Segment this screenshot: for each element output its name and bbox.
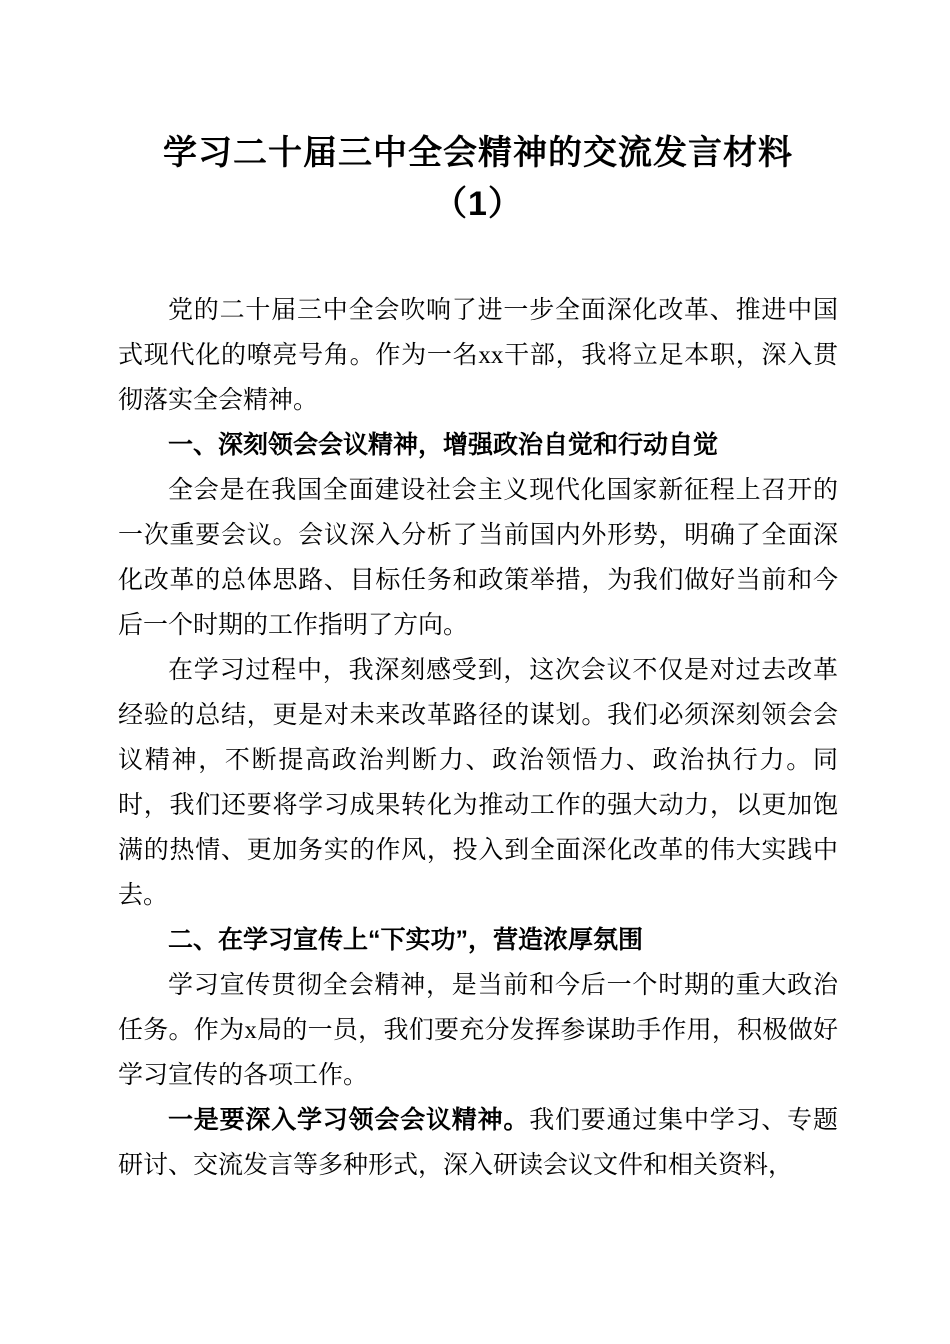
paragraph: 在学习过程中，我深刻感受到，这次会议不仅是对过去改革经验的总结，更是对未来改革路径的谋划。我们必须深刻领会会议精神，不断提高政治判断力、政治领悟力、政治执行力。同时，我们还要将学习成果转化为推动工作的强大动力，以更加饱满的热情、更加务实的作风，投入到全面深化改革的伟大实践中去。 <box>118 657 838 909</box>
paragraph-text: 我们要通过集中学习、专题研讨、交流发言等多种形式，深入研读会议文件和相关资料， <box>118 1107 838 1179</box>
section-heading-1: 一、深刻领会会议精神，增强政治自觉和行动自觉 <box>168 431 719 459</box>
document-body <box>118 288 838 1188</box>
document-title-line-2: （1） <box>433 185 523 223</box>
paragraph: 全会是在我国全面建设社会主义现代化国家新征程上召开的一次重要会议。会议深入分析了当前国内外形势，明确了全面深化改革的总体思路、目标任务和政策举措，为我们做好当前和今后一个时期的工作指明了方向。 <box>118 477 838 639</box>
document-title <box>118 128 838 230</box>
paragraph: 学习宣传贯彻全会精神，是当前和今后一个时期的重大政治任务。作为x局的一员，我们要充分发挥参谋助手作用，积极做好学习宣传的各项工作。 <box>118 972 838 1089</box>
section-heading-2: 二、在学习宣传上“下实功”，营造浓厚氛围 <box>168 926 644 954</box>
document-title-line-1: 学习二十届三中全会精神的交流发言材料 <box>163 134 793 172</box>
paragraph-lead: 一是要深入学习领会会议精神。 <box>168 1107 530 1134</box>
paragraph-with-lead <box>118 1098 838 1188</box>
paragraph-intro: 党的二十届三中全会吹响了进一步全面深化改革、推进中国式现代化的嘹亮号角。作为一名xx干部，我将立足本职，深入贯彻落实全会精神。 <box>118 297 838 414</box>
